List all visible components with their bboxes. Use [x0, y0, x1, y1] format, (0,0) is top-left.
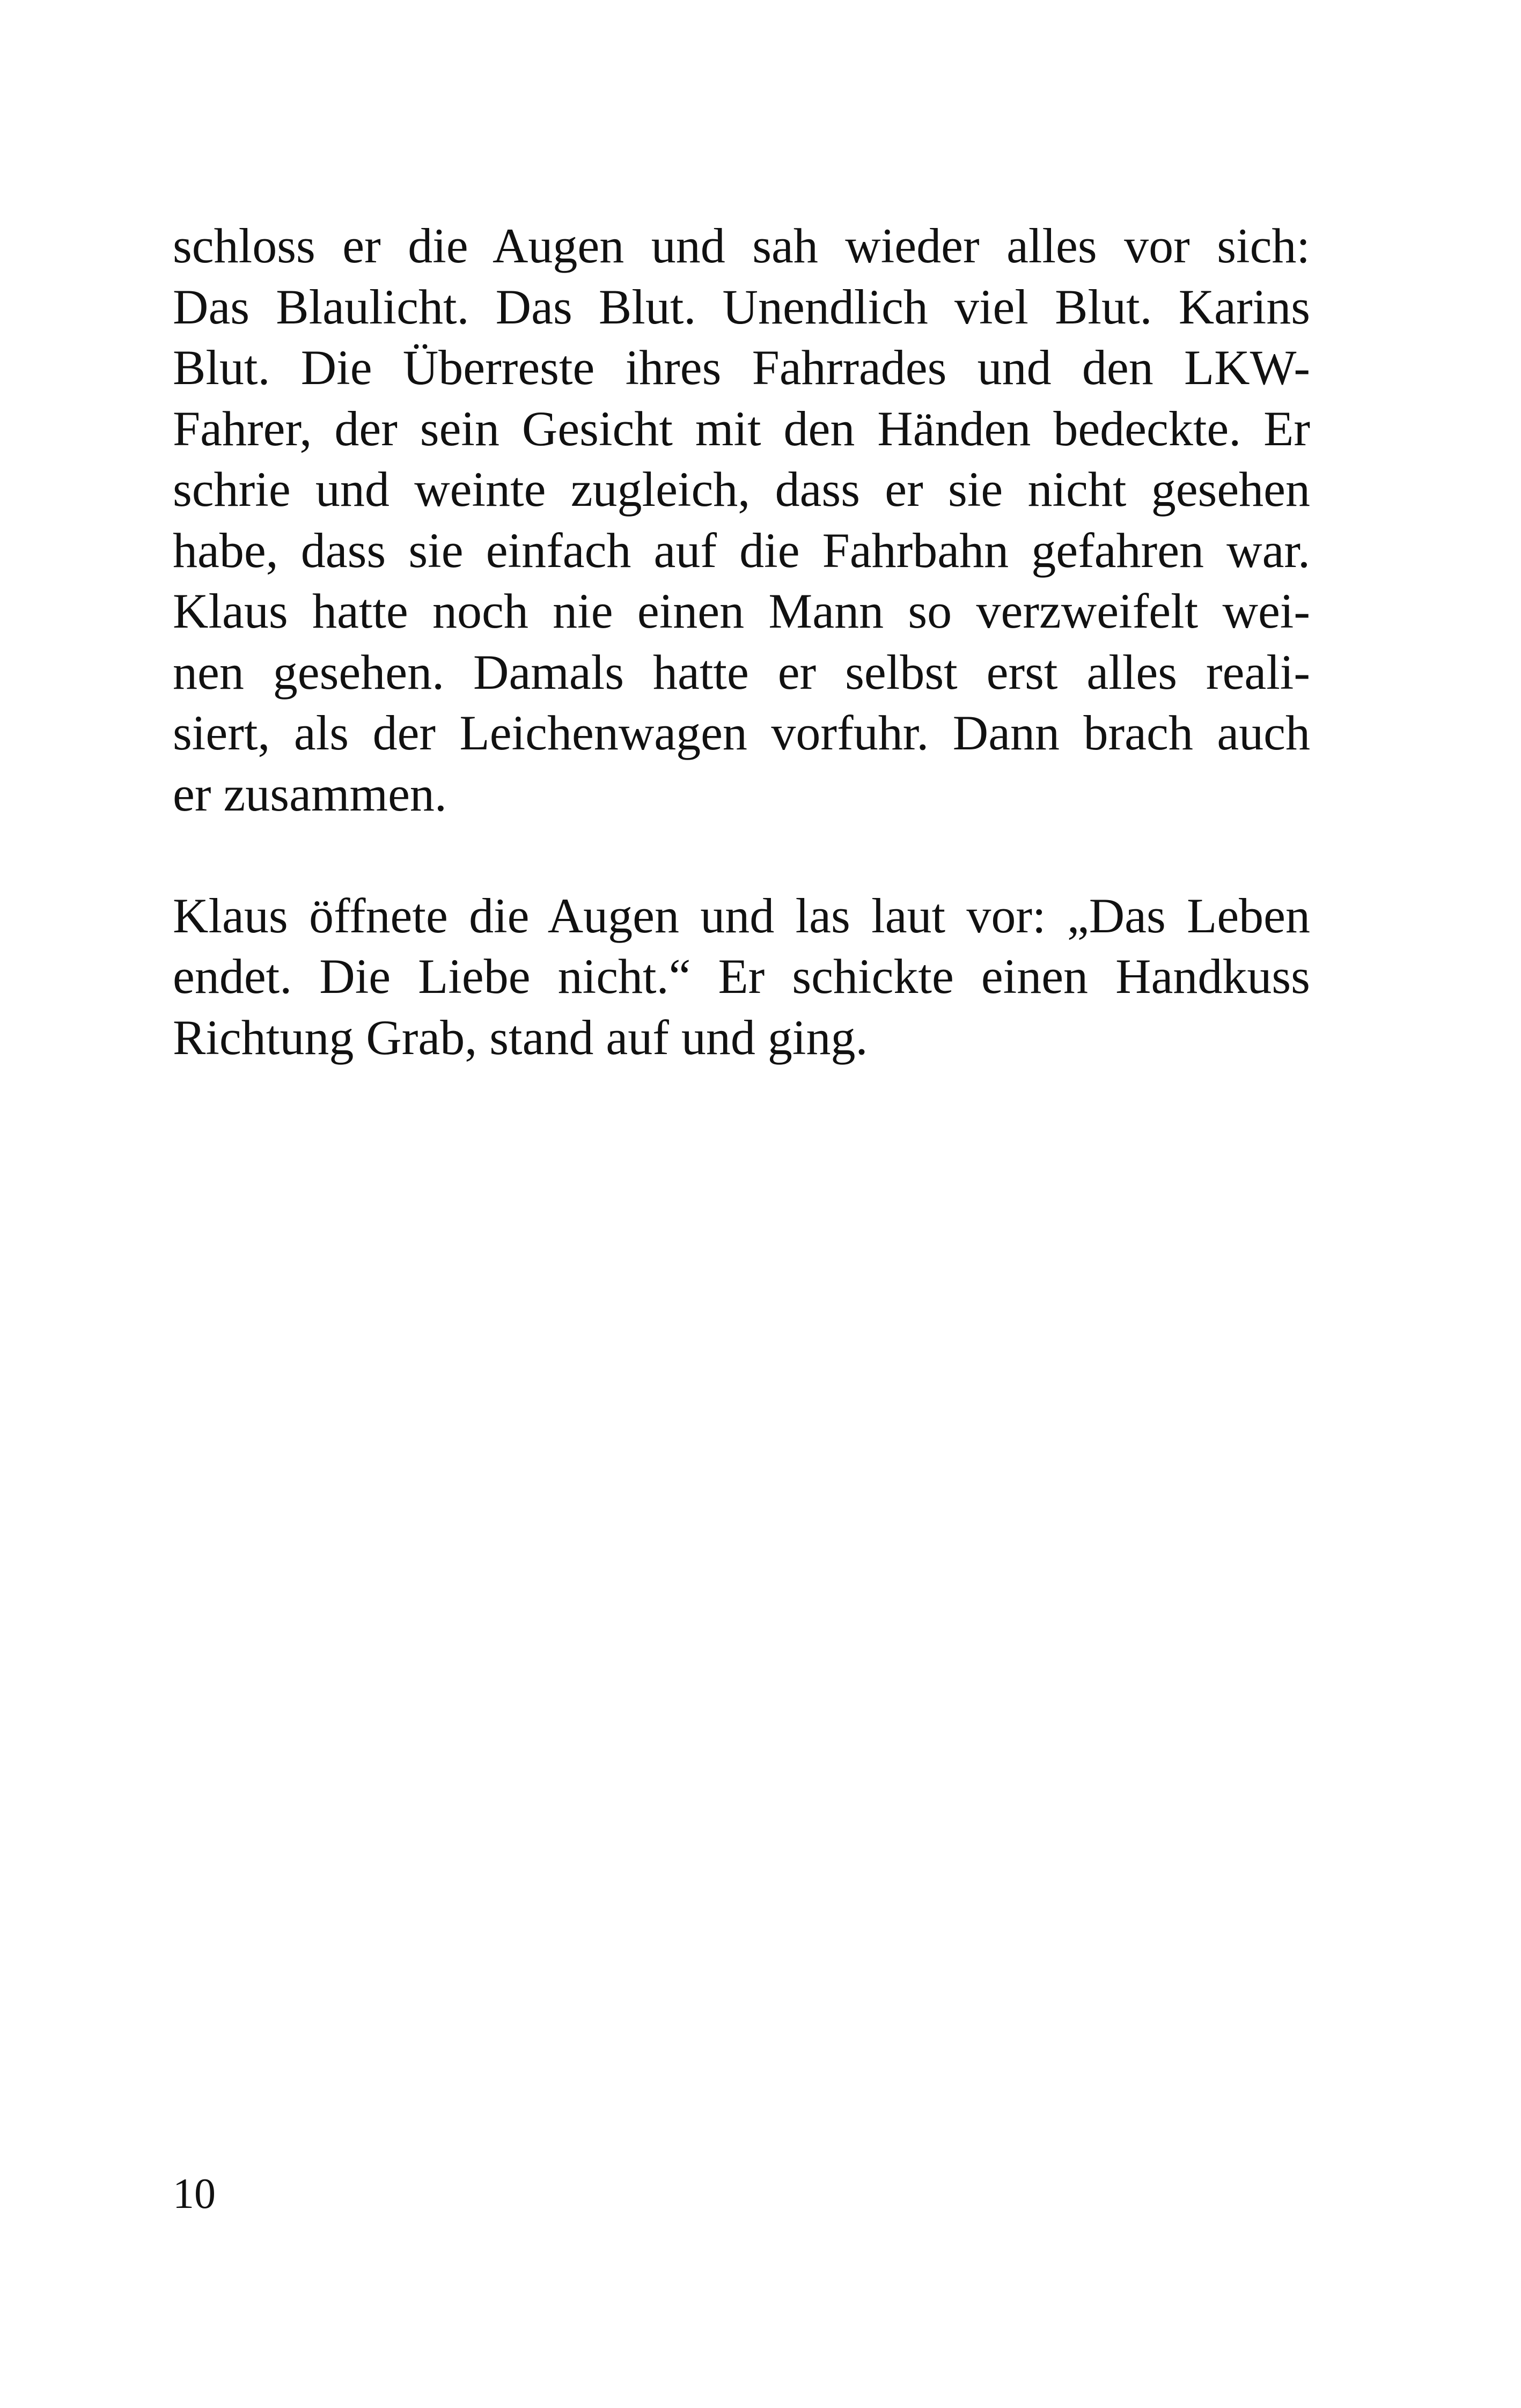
- paragraph-gap: [173, 824, 1310, 886]
- paragraph-2: [173, 886, 1310, 1069]
- text-line: endet. Die Liebe nicht.“ Er schickte einen Handkuss: [173, 949, 1310, 1004]
- text-line: habe, dass sie einfach auf die Fahrbahn gefahren war.: [173, 522, 1310, 578]
- text-line: Blut. Die Überreste ihres Fahrrades und den LKW-: [173, 340, 1310, 395]
- text-line: Klaus hatte noch nie einen Mann so verzweifelt wei-: [173, 584, 1310, 638]
- text-line: Das Blaulicht. Das Blut. Unendlich viel Blut. Karins: [173, 279, 1310, 334]
- text-line: er zusammen.: [173, 766, 447, 821]
- text-line: schloss er die Augen und sah wieder alles vor sich:: [173, 218, 1310, 273]
- paragraph-1: [173, 216, 1310, 824]
- text-line: Klaus öffnete die Augen und las laut vor: „Das Leben: [173, 888, 1310, 943]
- body-text: [173, 216, 1310, 1068]
- page-number: 10: [173, 2170, 216, 2218]
- text-line: Fahrer, der sein Gesicht mit den Händen bedeckte. Er: [173, 401, 1310, 456]
- text-line: Richtung Grab, stand auf und ging.: [173, 1010, 868, 1065]
- text-line: siert, als der Leichenwagen vorfuhr. Dann brach auch: [173, 705, 1310, 760]
- text-line: schrie und weinte zugleich, dass er sie nicht gesehen: [173, 462, 1310, 517]
- text-line: nen gesehen. Damals hatte er selbst erst alles reali-: [173, 644, 1310, 699]
